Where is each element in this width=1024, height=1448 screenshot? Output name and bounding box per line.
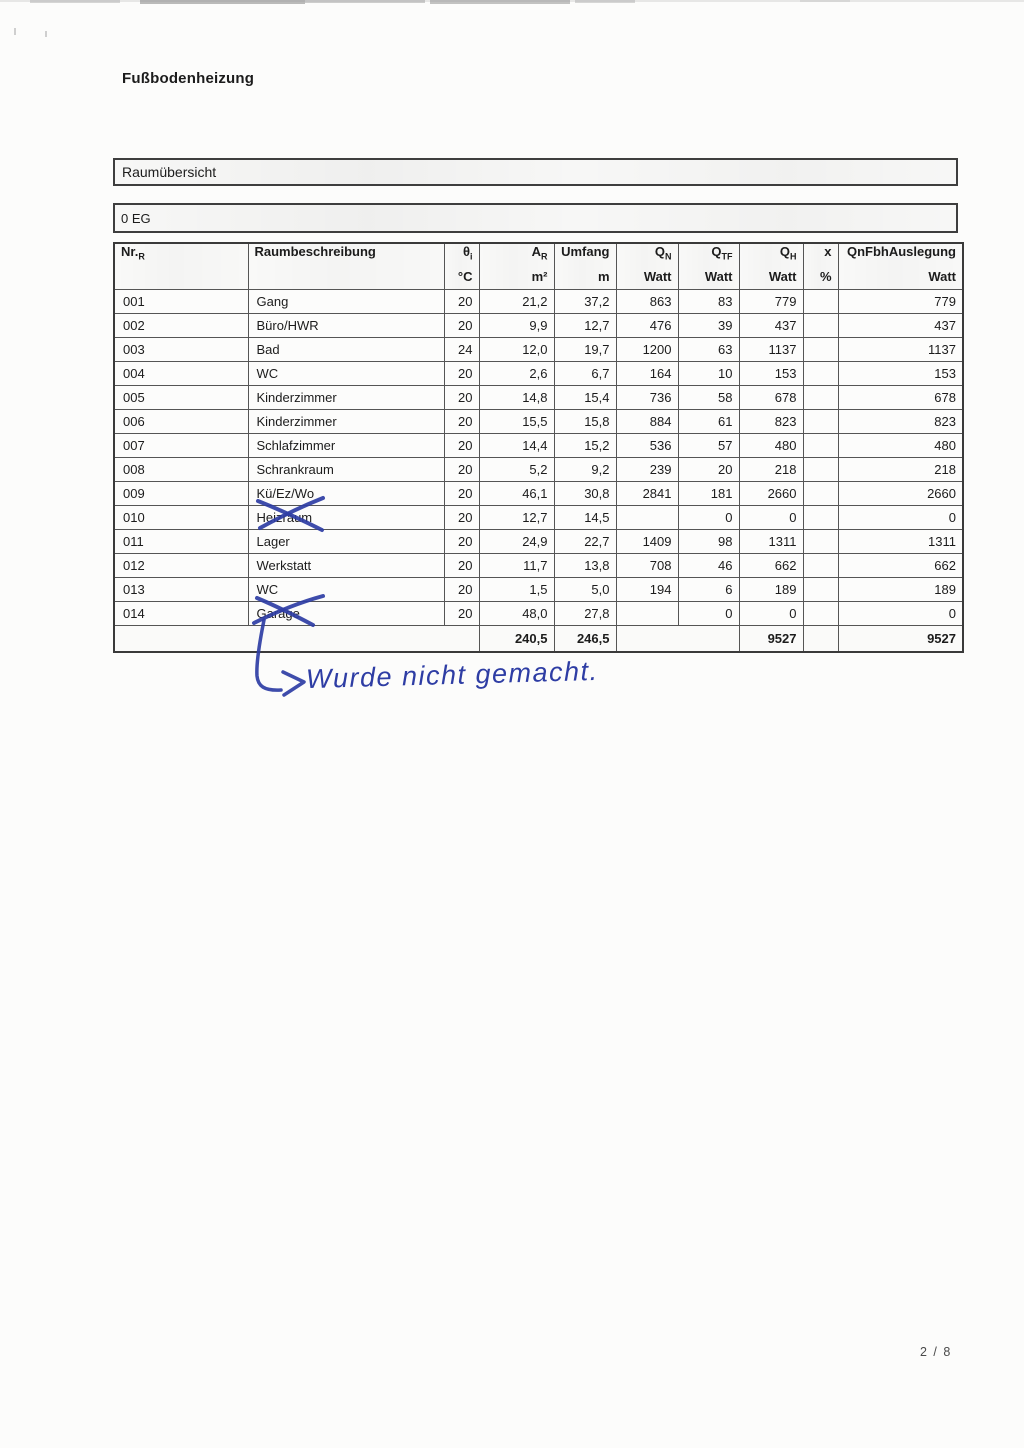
cell-umfang: 6,7 bbox=[554, 361, 616, 385]
cell-raumbeschreibung: Bad bbox=[248, 337, 444, 361]
table-row bbox=[114, 337, 963, 361]
cell-temperatur: 20 bbox=[444, 289, 479, 313]
cell-qh: 153 bbox=[739, 361, 803, 385]
col-header-temperatur: $\theta_i$ °C bbox=[444, 243, 479, 289]
cell-x bbox=[803, 553, 838, 577]
cell-temperatur: 20 bbox=[444, 577, 479, 601]
cell-qh: 678 bbox=[739, 385, 803, 409]
table-row bbox=[114, 577, 963, 601]
cell-qn bbox=[616, 505, 678, 529]
cell-nr: 013 bbox=[114, 577, 248, 601]
table-row bbox=[114, 433, 963, 457]
cell-flaeche: 12,0 bbox=[479, 337, 554, 361]
cell-nr: 005 bbox=[114, 385, 248, 409]
cell-umfang: 15,4 bbox=[554, 385, 616, 409]
cell-qnfbh: 2660 bbox=[838, 481, 963, 505]
cell-flaeche: 46,1 bbox=[479, 481, 554, 505]
cell-qh: 1311 bbox=[739, 529, 803, 553]
cell-x bbox=[803, 361, 838, 385]
cell-umfang: 9,2 bbox=[554, 457, 616, 481]
cell-nr: 009 bbox=[114, 481, 248, 505]
cell-flaeche: 14,8 bbox=[479, 385, 554, 409]
cell-temperatur: 24 bbox=[444, 337, 479, 361]
col-header-x: x % bbox=[803, 243, 838, 289]
cell-qnfbh: 218 bbox=[838, 457, 963, 481]
cell-umfang: 30,8 bbox=[554, 481, 616, 505]
cell-qtf: 20 bbox=[678, 457, 739, 481]
cell-temperatur: 20 bbox=[444, 361, 479, 385]
cell-flaeche: 24,9 bbox=[479, 529, 554, 553]
cell-qtf: 58 bbox=[678, 385, 739, 409]
cell-nr: 007 bbox=[114, 433, 248, 457]
cell-flaeche: 48,0 bbox=[479, 601, 554, 625]
col-header-nr: $Nr._R$ bbox=[114, 243, 248, 289]
cell-raumbeschreibung: Garage bbox=[248, 601, 444, 625]
page-number: 2 / 8 bbox=[920, 1345, 952, 1359]
cell-x bbox=[803, 409, 838, 433]
cell-qnfbh: 823 bbox=[838, 409, 963, 433]
cell-qnfbh: 1137 bbox=[838, 337, 963, 361]
cell-raumbeschreibung: Kü/Ez/Wo bbox=[248, 481, 444, 505]
section-box-floor bbox=[113, 203, 958, 233]
cell-raumbeschreibung: WC bbox=[248, 361, 444, 385]
totals-perimeter: 246,5 bbox=[554, 625, 616, 652]
cell-qn: 536 bbox=[616, 433, 678, 457]
cell-x bbox=[803, 337, 838, 361]
cell-x bbox=[803, 433, 838, 457]
cell-qnfbh: 153 bbox=[838, 361, 963, 385]
cell-qtf: 83 bbox=[678, 289, 739, 313]
annotation-arrow-chevron bbox=[283, 672, 304, 695]
section-box-raumuebersicht bbox=[113, 158, 958, 186]
cell-qh: 0 bbox=[739, 505, 803, 529]
section-label-floor: 0 EG bbox=[121, 210, 151, 226]
cell-qnfbh: 779 bbox=[838, 289, 963, 313]
cell-qnfbh: 480 bbox=[838, 433, 963, 457]
cell-qn bbox=[616, 601, 678, 625]
cell-qh: 823 bbox=[739, 409, 803, 433]
totals-qh: 9527 bbox=[739, 625, 803, 652]
cell-temperatur: 20 bbox=[444, 601, 479, 625]
table-row bbox=[114, 505, 963, 529]
cell-qtf: 6 bbox=[678, 577, 739, 601]
cell-qtf: 181 bbox=[678, 481, 739, 505]
cell-qnfbh: 437 bbox=[838, 313, 963, 337]
cell-x bbox=[803, 577, 838, 601]
cell-qnfbh: 678 bbox=[838, 385, 963, 409]
cell-qh: 218 bbox=[739, 457, 803, 481]
cell-qnfbh: 189 bbox=[838, 577, 963, 601]
section-label-raumuebersicht: Raumübersicht bbox=[122, 164, 217, 180]
table-row bbox=[114, 385, 963, 409]
cell-temperatur: 20 bbox=[444, 409, 479, 433]
cell-qn: 1200 bbox=[616, 337, 678, 361]
room-overview-table bbox=[113, 242, 964, 653]
cell-qtf: 61 bbox=[678, 409, 739, 433]
cell-umfang: 5,0 bbox=[554, 577, 616, 601]
cell-qh: 2660 bbox=[739, 481, 803, 505]
cell-qtf: 98 bbox=[678, 529, 739, 553]
page-title: Fußbodenheizung bbox=[122, 70, 255, 87]
cell-qn: 1409 bbox=[616, 529, 678, 553]
cell-nr: 014 bbox=[114, 601, 248, 625]
table-row bbox=[114, 457, 963, 481]
cell-qtf: 0 bbox=[678, 505, 739, 529]
cell-qn: 476 bbox=[616, 313, 678, 337]
cell-temperatur: 20 bbox=[444, 313, 479, 337]
cell-flaeche: 2,6 bbox=[479, 361, 554, 385]
cell-qh: 480 bbox=[739, 433, 803, 457]
cell-qn: 736 bbox=[616, 385, 678, 409]
cell-qh: 0 bbox=[739, 601, 803, 625]
cell-qtf: 46 bbox=[678, 553, 739, 577]
cell-nr: 011 bbox=[114, 529, 248, 553]
cell-temperatur: 20 bbox=[444, 385, 479, 409]
handwritten-annotation: Wurde nicht gemacht. bbox=[305, 655, 599, 695]
cell-qnfbh: 662 bbox=[838, 553, 963, 577]
cell-x bbox=[803, 385, 838, 409]
col-header-qh: $Q_H$ Watt bbox=[739, 243, 803, 289]
cell-raumbeschreibung: Schlafzimmer bbox=[248, 433, 444, 457]
cell-raumbeschreibung: Schrankraum bbox=[248, 457, 444, 481]
cell-nr: 002 bbox=[114, 313, 248, 337]
totals-area: 240,5 bbox=[479, 625, 554, 652]
cell-flaeche: 5,2 bbox=[479, 457, 554, 481]
scan-artifact-speck bbox=[45, 31, 47, 37]
table-row bbox=[114, 289, 963, 313]
table-row bbox=[114, 553, 963, 577]
cell-qtf: 10 bbox=[678, 361, 739, 385]
cell-umfang: 27,8 bbox=[554, 601, 616, 625]
cell-flaeche: 11,7 bbox=[479, 553, 554, 577]
cell-qh: 662 bbox=[739, 553, 803, 577]
table-row bbox=[114, 313, 963, 337]
cell-x bbox=[803, 289, 838, 313]
cell-qtf: 39 bbox=[678, 313, 739, 337]
col-header-qn: $Q_N$ Watt bbox=[616, 243, 678, 289]
cell-temperatur: 20 bbox=[444, 505, 479, 529]
cell-raumbeschreibung: Heizraum bbox=[248, 505, 444, 529]
cell-raumbeschreibung: Gang bbox=[248, 289, 444, 313]
cell-nr: 001 bbox=[114, 289, 248, 313]
cell-nr: 006 bbox=[114, 409, 248, 433]
cell-qh: 779 bbox=[739, 289, 803, 313]
cell-x bbox=[803, 457, 838, 481]
table-row bbox=[114, 601, 963, 625]
cell-x bbox=[803, 529, 838, 553]
table-header bbox=[114, 243, 963, 289]
col-header-qnfbhauslegung: QnFbhAuslegung Watt bbox=[838, 243, 963, 289]
cell-x bbox=[803, 481, 838, 505]
cell-flaeche: 21,2 bbox=[479, 289, 554, 313]
col-header-umfang: Umfang m bbox=[554, 243, 616, 289]
cell-umfang: 15,2 bbox=[554, 433, 616, 457]
col-header-qtf: $Q_{TF}$ Watt bbox=[678, 243, 739, 289]
cell-flaeche: 14,4 bbox=[479, 433, 554, 457]
cell-temperatur: 20 bbox=[444, 481, 479, 505]
cell-temperatur: 20 bbox=[444, 529, 479, 553]
cell-qtf: 57 bbox=[678, 433, 739, 457]
cell-qtf: 63 bbox=[678, 337, 739, 361]
cell-nr: 012 bbox=[114, 553, 248, 577]
cell-raumbeschreibung: Büro/HWR bbox=[248, 313, 444, 337]
cell-raumbeschreibung: Kinderzimmer bbox=[248, 385, 444, 409]
cell-qn: 884 bbox=[616, 409, 678, 433]
scan-artifact-speck bbox=[14, 28, 16, 35]
cell-x bbox=[803, 505, 838, 529]
table-row bbox=[114, 409, 963, 433]
totals-qnfbh: 9527 bbox=[838, 625, 963, 652]
totals-empty-cell bbox=[616, 625, 739, 652]
cell-flaeche: 9,9 bbox=[479, 313, 554, 337]
cell-qh: 189 bbox=[739, 577, 803, 601]
table-row bbox=[114, 361, 963, 385]
cell-raumbeschreibung: Kinderzimmer bbox=[248, 409, 444, 433]
cell-raumbeschreibung: Werkstatt bbox=[248, 553, 444, 577]
cell-qn: 708 bbox=[616, 553, 678, 577]
cell-qn: 239 bbox=[616, 457, 678, 481]
cell-temperatur: 20 bbox=[444, 433, 479, 457]
totals-empty-cell bbox=[803, 625, 838, 652]
cell-raumbeschreibung: WC bbox=[248, 577, 444, 601]
cell-umfang: 19,7 bbox=[554, 337, 616, 361]
totals-empty-cell bbox=[114, 625, 479, 652]
cell-x bbox=[803, 313, 838, 337]
cell-qn: 2841 bbox=[616, 481, 678, 505]
cell-qnfbh: 1311 bbox=[838, 529, 963, 553]
table-row bbox=[114, 529, 963, 553]
table-row bbox=[114, 481, 963, 505]
cell-temperatur: 20 bbox=[444, 553, 479, 577]
cell-umfang: 13,8 bbox=[554, 553, 616, 577]
cell-qn: 164 bbox=[616, 361, 678, 385]
cell-x bbox=[803, 601, 838, 625]
cell-umfang: 37,2 bbox=[554, 289, 616, 313]
cell-umfang: 14,5 bbox=[554, 505, 616, 529]
cell-qh: 1137 bbox=[739, 337, 803, 361]
cell-raumbeschreibung: Lager bbox=[248, 529, 444, 553]
cell-nr: 003 bbox=[114, 337, 248, 361]
cell-qn: 863 bbox=[616, 289, 678, 313]
cell-flaeche: 12,7 bbox=[479, 505, 554, 529]
totals-row bbox=[114, 625, 963, 652]
cell-temperatur: 20 bbox=[444, 457, 479, 481]
cell-umfang: 22,7 bbox=[554, 529, 616, 553]
cell-flaeche: 1,5 bbox=[479, 577, 554, 601]
cell-qnfbh: 0 bbox=[838, 601, 963, 625]
col-header-raumbeschreibung: Raumbeschreibung bbox=[248, 243, 444, 289]
cell-nr: 004 bbox=[114, 361, 248, 385]
cell-nr: 010 bbox=[114, 505, 248, 529]
cell-nr: 008 bbox=[114, 457, 248, 481]
cell-qtf: 0 bbox=[678, 601, 739, 625]
cell-qnfbh: 0 bbox=[838, 505, 963, 529]
cell-qh: 437 bbox=[739, 313, 803, 337]
cell-umfang: 15,8 bbox=[554, 409, 616, 433]
cell-flaeche: 15,5 bbox=[479, 409, 554, 433]
col-header-flaeche: $A_R$ m² bbox=[479, 243, 554, 289]
cell-qn: 194 bbox=[616, 577, 678, 601]
cell-umfang: 12,7 bbox=[554, 313, 616, 337]
